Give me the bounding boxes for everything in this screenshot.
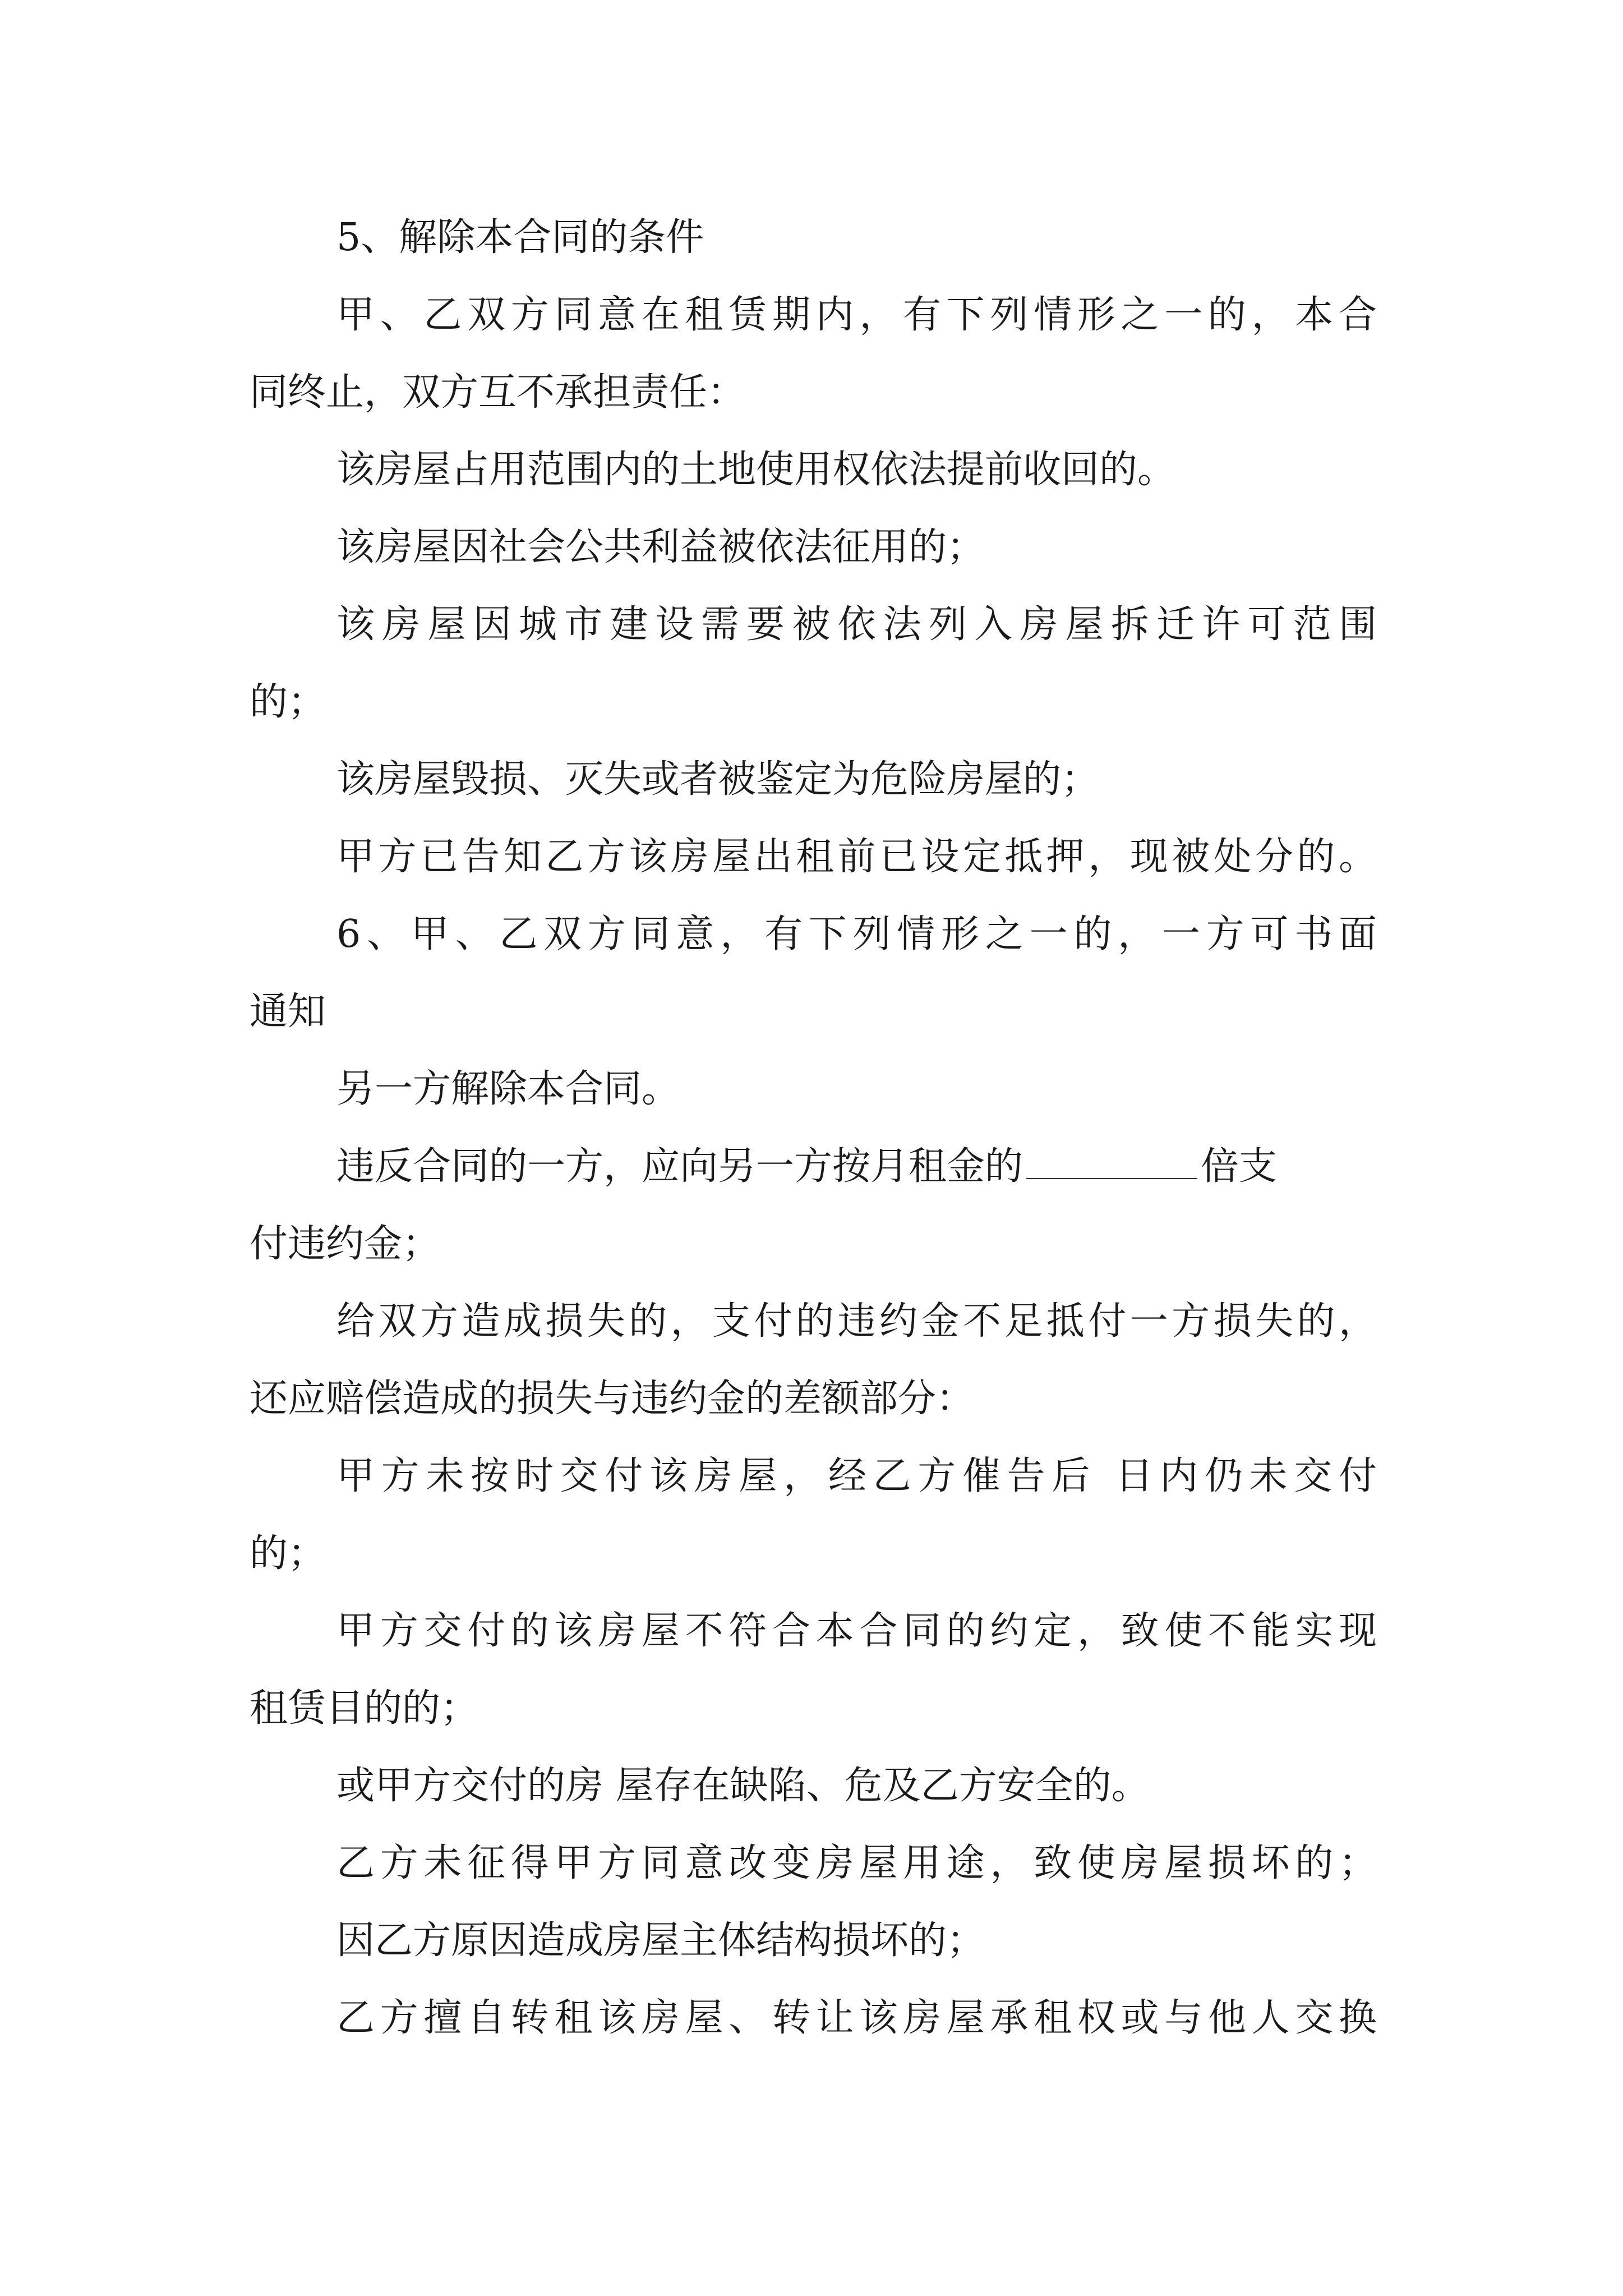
paragraph-line: 或甲方交付的房 屋存在缺陷、危及乙方安全的。	[336, 1764, 1150, 1808]
paragraph-line: 另一方解除本合同。	[336, 1067, 680, 1111]
section-5-heading: 5、解除本合同的条件	[336, 215, 704, 260]
paragraph-text: 倍支	[1201, 1144, 1278, 1189]
paragraph-line: 该房屋因城市建设需要被依法列入房屋拆迁许可范围	[336, 602, 1377, 647]
paragraph-line: 甲方已告知乙方该房屋出租前已设定抵押，现被处分的。	[336, 835, 1377, 879]
paragraph-line: 该房屋因社会公共利益被依法征用的；	[336, 525, 985, 569]
paragraph-line: 甲方交付的该房屋不符合本合同的约定，致使不能实现	[336, 1609, 1377, 1653]
paragraph-line: 甲方未按时交付该房屋，经乙方催告后 日内仍未交付	[336, 1454, 1377, 1498]
paragraph-line: 该房屋占用范围内的土地使用权依法提前收回的。	[336, 448, 1176, 492]
paragraph-line: 因乙方原因造成房屋主体结构损坏的；	[336, 1918, 985, 1963]
paragraph-line: 租赁目的的；	[250, 1686, 479, 1731]
paragraph-line: 通知	[250, 990, 326, 1034]
paragraph-line: 给双方造成损失的，支付的违约金不足抵付一方损失的，	[336, 1299, 1377, 1343]
paragraph-line-with-blank	[336, 1141, 1277, 1193]
paragraph-line: 甲、乙双方同意在租赁期内，有下列情形之一的，本合	[336, 293, 1377, 337]
paragraph-text: 违反合同的一方，应向另一方按月租金的	[336, 1144, 1023, 1189]
section-6-heading: 6、甲、乙双方同意，有下列情形之一的，一方可书面	[336, 912, 1377, 956]
paragraph-line: 该房屋毁损、灭失或者被鉴定为危险房屋的；	[336, 757, 1100, 802]
paragraph-line: 的；	[250, 1531, 326, 1576]
paragraph-line: 的；	[250, 680, 326, 724]
paragraph-line: 付违约金；	[250, 1222, 441, 1266]
paragraph-line: 乙方未征得甲方同意改变房屋用途，致使房屋损坏的；	[336, 1841, 1377, 1885]
paragraph-line: 还应赔偿造成的损失与违约金的差额部分：	[250, 1377, 975, 1421]
fill-in-blank[interactable]	[1026, 1144, 1197, 1179]
paragraph-line: 同终止，双方互不承担责任：	[250, 370, 746, 415]
paragraph-line: 乙方擅自转租该房屋、转让该房屋承租权或与他人交换	[336, 1996, 1377, 2040]
